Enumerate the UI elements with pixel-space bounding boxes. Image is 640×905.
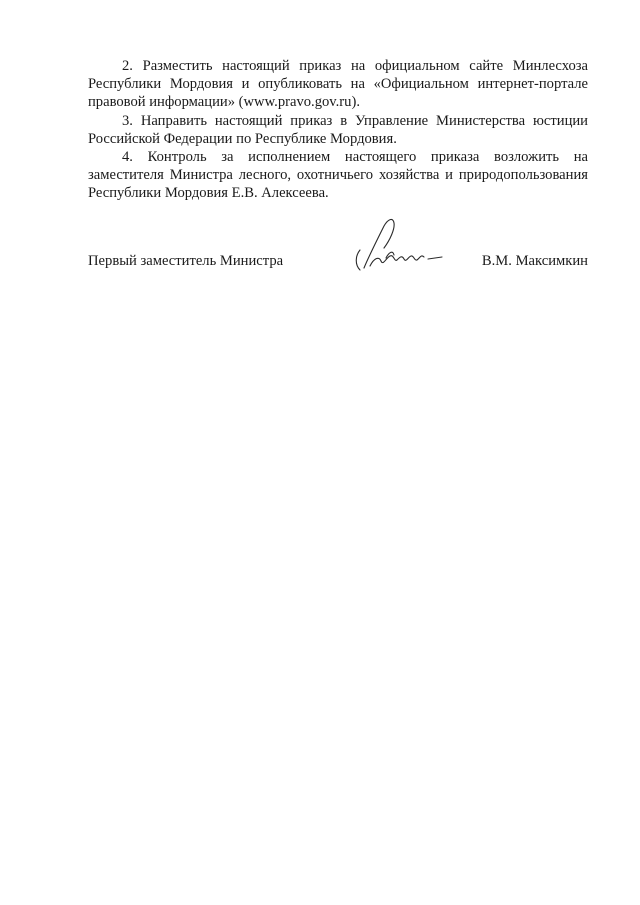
- signatory-position: Первый заместитель Министра: [88, 253, 284, 269]
- paragraph-send-justice: 3. Направить настоящий приказ в Управление Министерства юстиции Российской Федерации по Республике Мордовия.: [88, 112, 588, 147]
- document-body: [88, 57, 588, 203]
- paragraph-publish: 2. Разместить настоящий приказ на официальном сайте Минлесхоза Республики Мордовия и опубликовать на «Официальном интернет-портале правовой информации» (www.pravo.gov.ru).: [88, 58, 588, 111]
- signature-block: [88, 250, 588, 274]
- signatory-name: В.М. Максимкин: [481, 253, 588, 269]
- handwritten-signature-icon: [346, 212, 454, 276]
- paragraph-control: 4. Контроль за исполнением настоящего приказа возложить на заместителя Министра лесного, охотничьего хозяйства и природопользования Республики Мордовия Е.В. Алексеева.: [88, 149, 588, 202]
